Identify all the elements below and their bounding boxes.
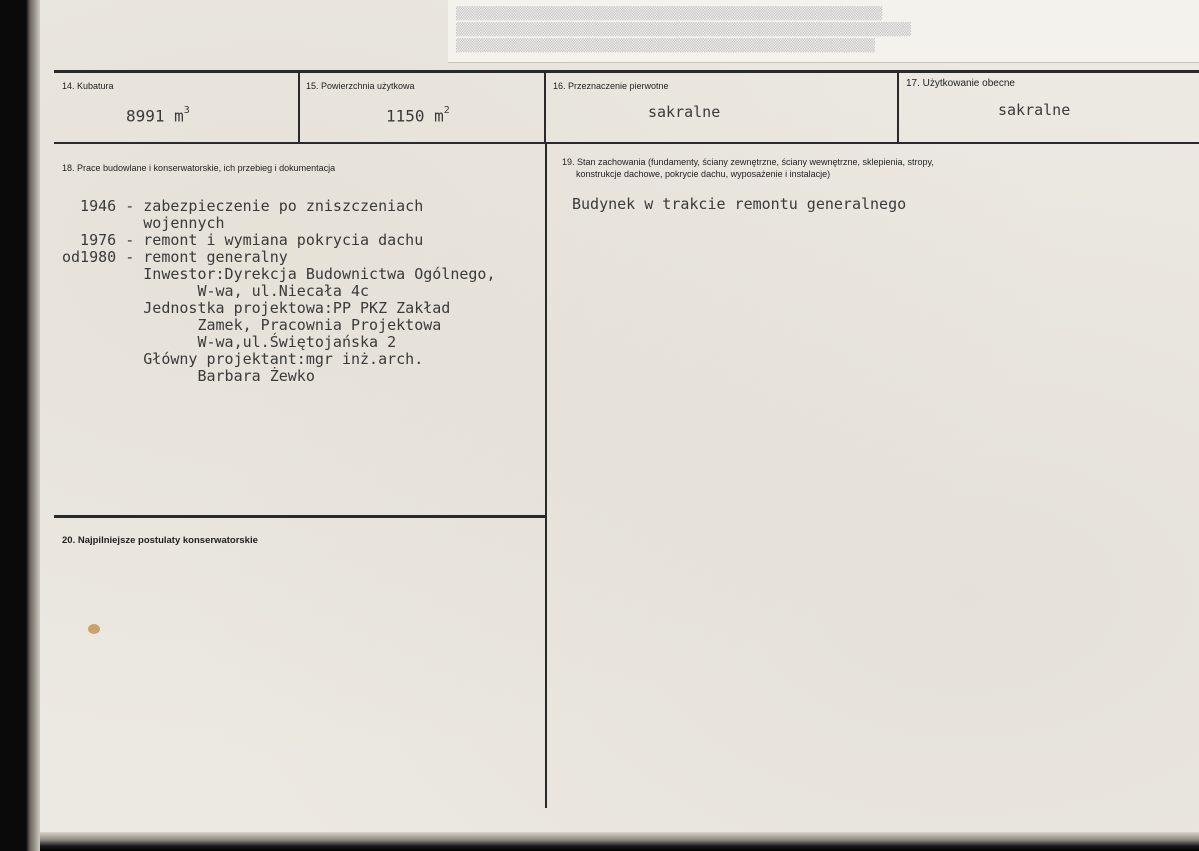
field18-line: W-wa,ul.Świętojańska 2: [62, 333, 397, 351]
field16-value: sakralne: [648, 103, 721, 121]
field14-label: 14. Kubatura: [62, 81, 114, 91]
field18-line: Inwestor:Dyrekcja Budownictwa Ogólnego,: [62, 265, 496, 283]
record-card-sheet: [40, 0, 1199, 851]
field19-label-line2: konstrukcje dachowe, pokrycie dachu, wyposażenie i instalacje): [576, 169, 831, 179]
field18-line: Barbara Żewko: [62, 367, 315, 385]
field17-value: sakralne: [998, 101, 1071, 119]
divider-16-17: [897, 72, 899, 143]
bleed-through-text: ▒▒▒▒▒▒▒▒▒▒▒▒▒▒▒▒▒▒▒▒▒▒▒▒▒▒▒▒▒▒▒▒▒▒▒▒▒▒▒▒▒▒▒▒▒▒▒▒▒▒▒▒▒▒▒▒▒▒▒: [456, 6, 883, 20]
field18-line: 1976 - remont i wymiana pokrycia dachu: [62, 231, 424, 249]
bleed-through-text: ▒▒▒▒▒▒▒▒▒▒▒▒▒▒▒▒▒▒▒▒▒▒▒▒▒▒▒▒▒▒▒▒▒▒▒▒▒▒▒▒▒▒▒▒▒▒▒▒▒▒▒▒▒▒▒▒▒▒: [456, 38, 876, 52]
page-left-shadow: [0, 0, 40, 851]
field18-line: od1980 - remont generalny: [62, 248, 288, 266]
paper-stain: [88, 624, 100, 634]
field15-unit-exponent: 2: [443, 105, 450, 116]
field20-label: 20. Najpilniejsze postulaty konserwatorskie: [62, 535, 258, 546]
field18-label: 18. Prace budowlane i konserwatorskie, ich przebieg i dokumentacja: [62, 163, 336, 173]
page-bottom-shadow: [40, 832, 1199, 851]
divider-14-15: [298, 72, 300, 143]
field18-entries: [62, 198, 495, 385]
field19-value: Budynek w trakcie remontu generalnego: [572, 195, 907, 213]
field19-label-line1: 19. Stan zachowania (fundamenty, ściany zewnętrzne, ściany wewnętrzne, sklepienia, stropy,: [562, 157, 934, 167]
field18-line: Zamek, Pracownia Projektowa: [62, 316, 442, 334]
top-rule: [54, 70, 1199, 73]
field14-unit-exponent: 3: [183, 105, 190, 116]
field18-line: wojennych: [62, 214, 225, 232]
field14-value: [126, 104, 190, 124]
field18-line: Główny projektant:mgr inż.arch.: [62, 350, 424, 368]
field17-label: 17. Użytkowanie obecne: [906, 78, 1015, 89]
field15-label: 15. Powierzchnia użytkowa: [306, 81, 415, 91]
section20-rule: [54, 515, 546, 518]
pasted-paper-strip: [448, 0, 1199, 63]
row1-bottom-rule: [54, 142, 1199, 144]
field18-line: Jednostka projektowa:PP PKZ Zakład: [62, 299, 451, 317]
field15-number: 1150 m: [386, 106, 444, 126]
field18-line: W-wa, ul.Niecała 4c: [62, 282, 370, 300]
field16-label: 16. Przeznaczenie pierwotne: [553, 81, 669, 91]
bleed-through-text: ▒▒▒▒▒▒▒▒▒▒▒▒▒▒▒▒▒▒▒▒▒▒▒▒▒▒▒▒▒▒▒▒▒▒▒▒▒▒▒▒▒▒▒▒▒▒▒▒▒▒▒▒▒▒▒▒▒▒▒▒▒▒▒: [456, 22, 912, 36]
field15-value: [386, 104, 450, 124]
field14-number: 8991 m: [126, 106, 184, 126]
divider-18-19: [545, 143, 547, 808]
field18-line: 1946 - zabezpieczenie po zniszczeniach: [62, 197, 424, 215]
divider-15-16: [544, 72, 546, 143]
